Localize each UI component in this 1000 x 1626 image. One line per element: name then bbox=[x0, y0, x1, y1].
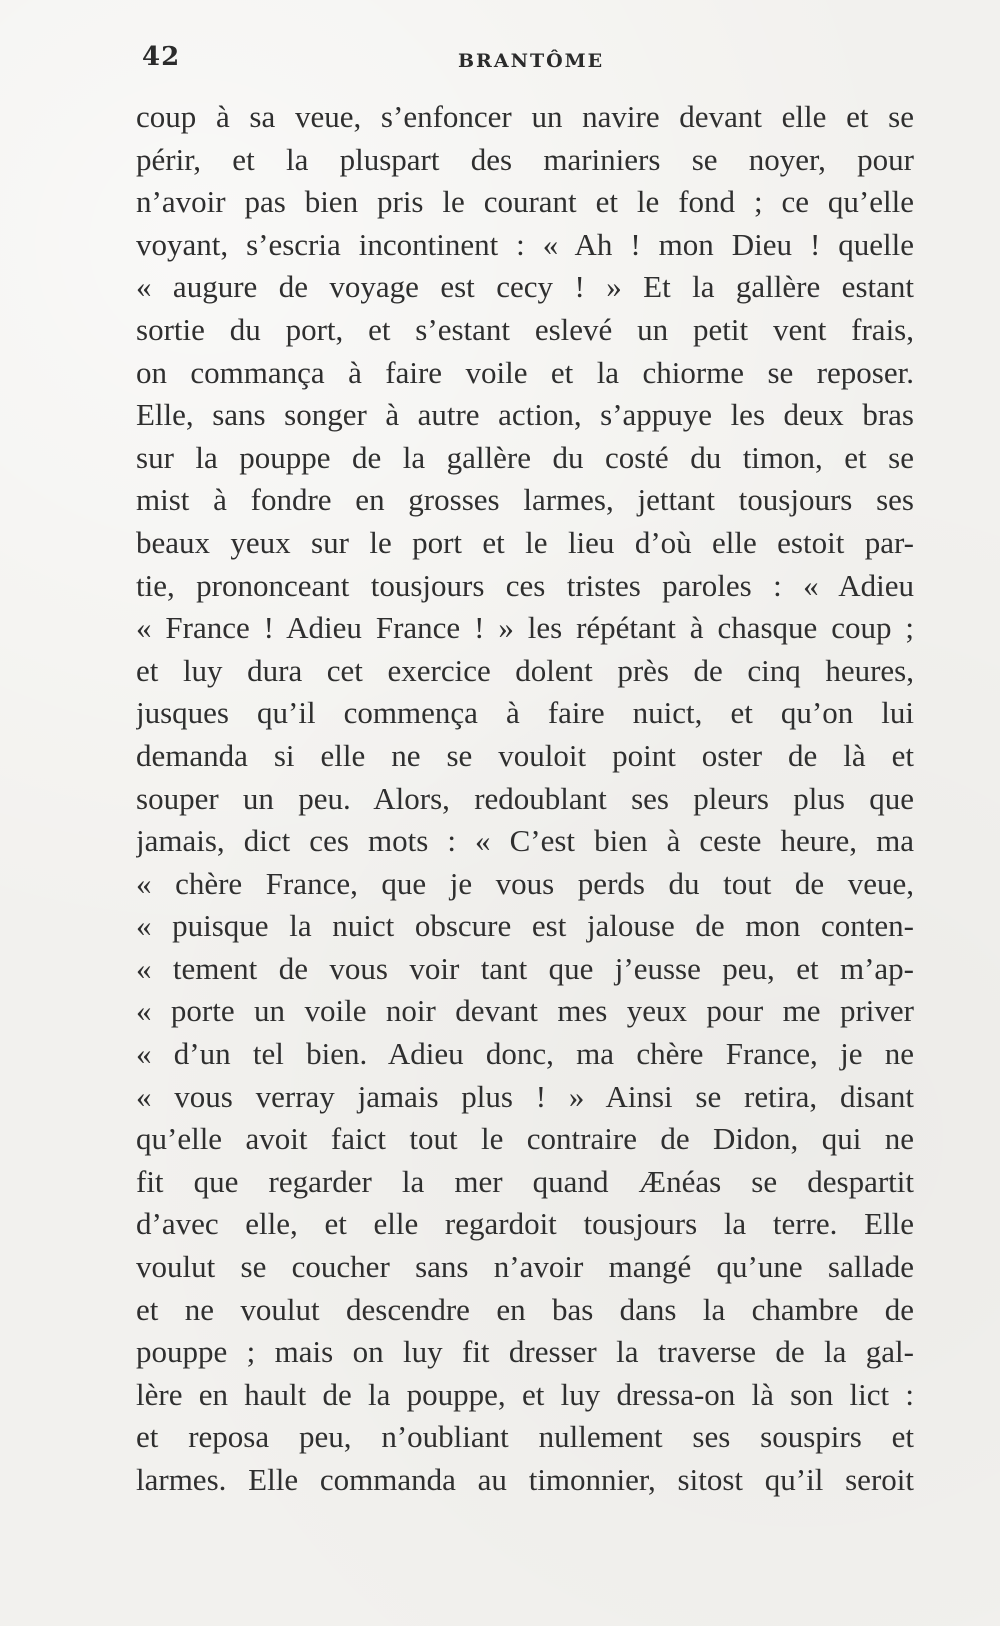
text-line: Elle, sans songer à autre action, s’appuye les deux bras bbox=[136, 397, 914, 433]
text-line: tie, prononceant tousjours ces tristes paroles : « Adieu bbox=[136, 567, 914, 603]
text-line: sur la pouppe de la gallère du costé du timon, et se bbox=[136, 439, 914, 475]
text-line: « vous verray jamais plus ! » Ainsi se retira, disant bbox=[136, 1078, 914, 1114]
text-line: et ne voulut descendre en bas dans la chambre de bbox=[136, 1291, 914, 1327]
text-line: « France ! Adieu France ! » les répétant à chasque coup ; bbox=[136, 610, 914, 646]
text-line: coup à sa veue, s’enfoncer un navire devant elle et se bbox=[136, 99, 914, 134]
text-line: et luy dura cet exercice dolent près de cinq heures, bbox=[136, 652, 914, 688]
text-line: on commança à faire voile et la chiorme se reposer. bbox=[136, 354, 914, 390]
text-line: « augure de voyage est cecy ! » Et la gallère estant bbox=[136, 269, 914, 305]
text-line: demanda si elle ne se vouloit point oster de là et bbox=[136, 737, 914, 773]
text-line: jusques qu’il commença à faire nuict, et qu’on lui bbox=[136, 695, 914, 731]
text-line: pouppe ; mais on luy fit dresser la traverse de la gal- bbox=[136, 1334, 914, 1370]
text-line: « d’un tel bien. Adieu donc, ma chère France, je ne bbox=[136, 1036, 914, 1072]
text-line: souper un peu. Alors, redoublant ses pleurs plus que bbox=[136, 780, 914, 816]
text-line: « tement de vous voir tant que j’eusse peu, et m’ap- bbox=[136, 950, 914, 986]
text-line: mist à fondre en grosses larmes, jettant tousjours ses bbox=[136, 482, 914, 518]
text-line: sortie du port, et s’estant eslevé un petit vent frais, bbox=[136, 311, 914, 347]
text-line: « puisque la nuict obscure est jalouse de mon conten- bbox=[136, 908, 914, 944]
text-line: et reposa peu, n’oubliant nullement ses souspirs et bbox=[136, 1419, 914, 1455]
body-text bbox=[136, 96, 914, 1502]
text-line: voulut se coucher sans n’avoir mangé qu’une sallade bbox=[136, 1249, 914, 1285]
text-line: beaux yeux sur le port et le lieu d’où elle estoit par- bbox=[136, 524, 914, 560]
text-line: lère en hault de la pouppe, et luy dressa-on là son lict : bbox=[136, 1376, 914, 1412]
text-line: « chère France, que je vous perds du tout de veue, bbox=[136, 865, 914, 901]
text-line: jamais, dict ces mots : « C’est bien à ceste heure, ma bbox=[136, 823, 914, 859]
text-line: d’avec elle, et elle regardoit tousjours la terre. Elle bbox=[136, 1206, 914, 1242]
running-head bbox=[142, 42, 912, 82]
page-number: 42 bbox=[142, 42, 181, 72]
text-line: périr, et la pluspart des mariniers se noyer, pour bbox=[136, 141, 914, 177]
text-line: n’avoir pas bien pris le courant et le fond ; ce qu’elle bbox=[136, 184, 914, 220]
text-line: « porte un voile noir devant mes yeux pour me priver bbox=[136, 993, 914, 1029]
text-line: fit que regarder la mer quand Ænéas se despartit bbox=[136, 1163, 914, 1199]
text-line: larmes. Elle commanda au timonnier, sitost qu’il seroit bbox=[136, 1462, 914, 1497]
text-line: qu’elle avoit faict tout le contraire de Didon, qui ne bbox=[136, 1121, 914, 1157]
running-title: BRANTÔME bbox=[458, 50, 605, 72]
text-line: voyant, s’escria incontinent : « Ah ! mon Dieu ! quelle bbox=[136, 226, 914, 262]
